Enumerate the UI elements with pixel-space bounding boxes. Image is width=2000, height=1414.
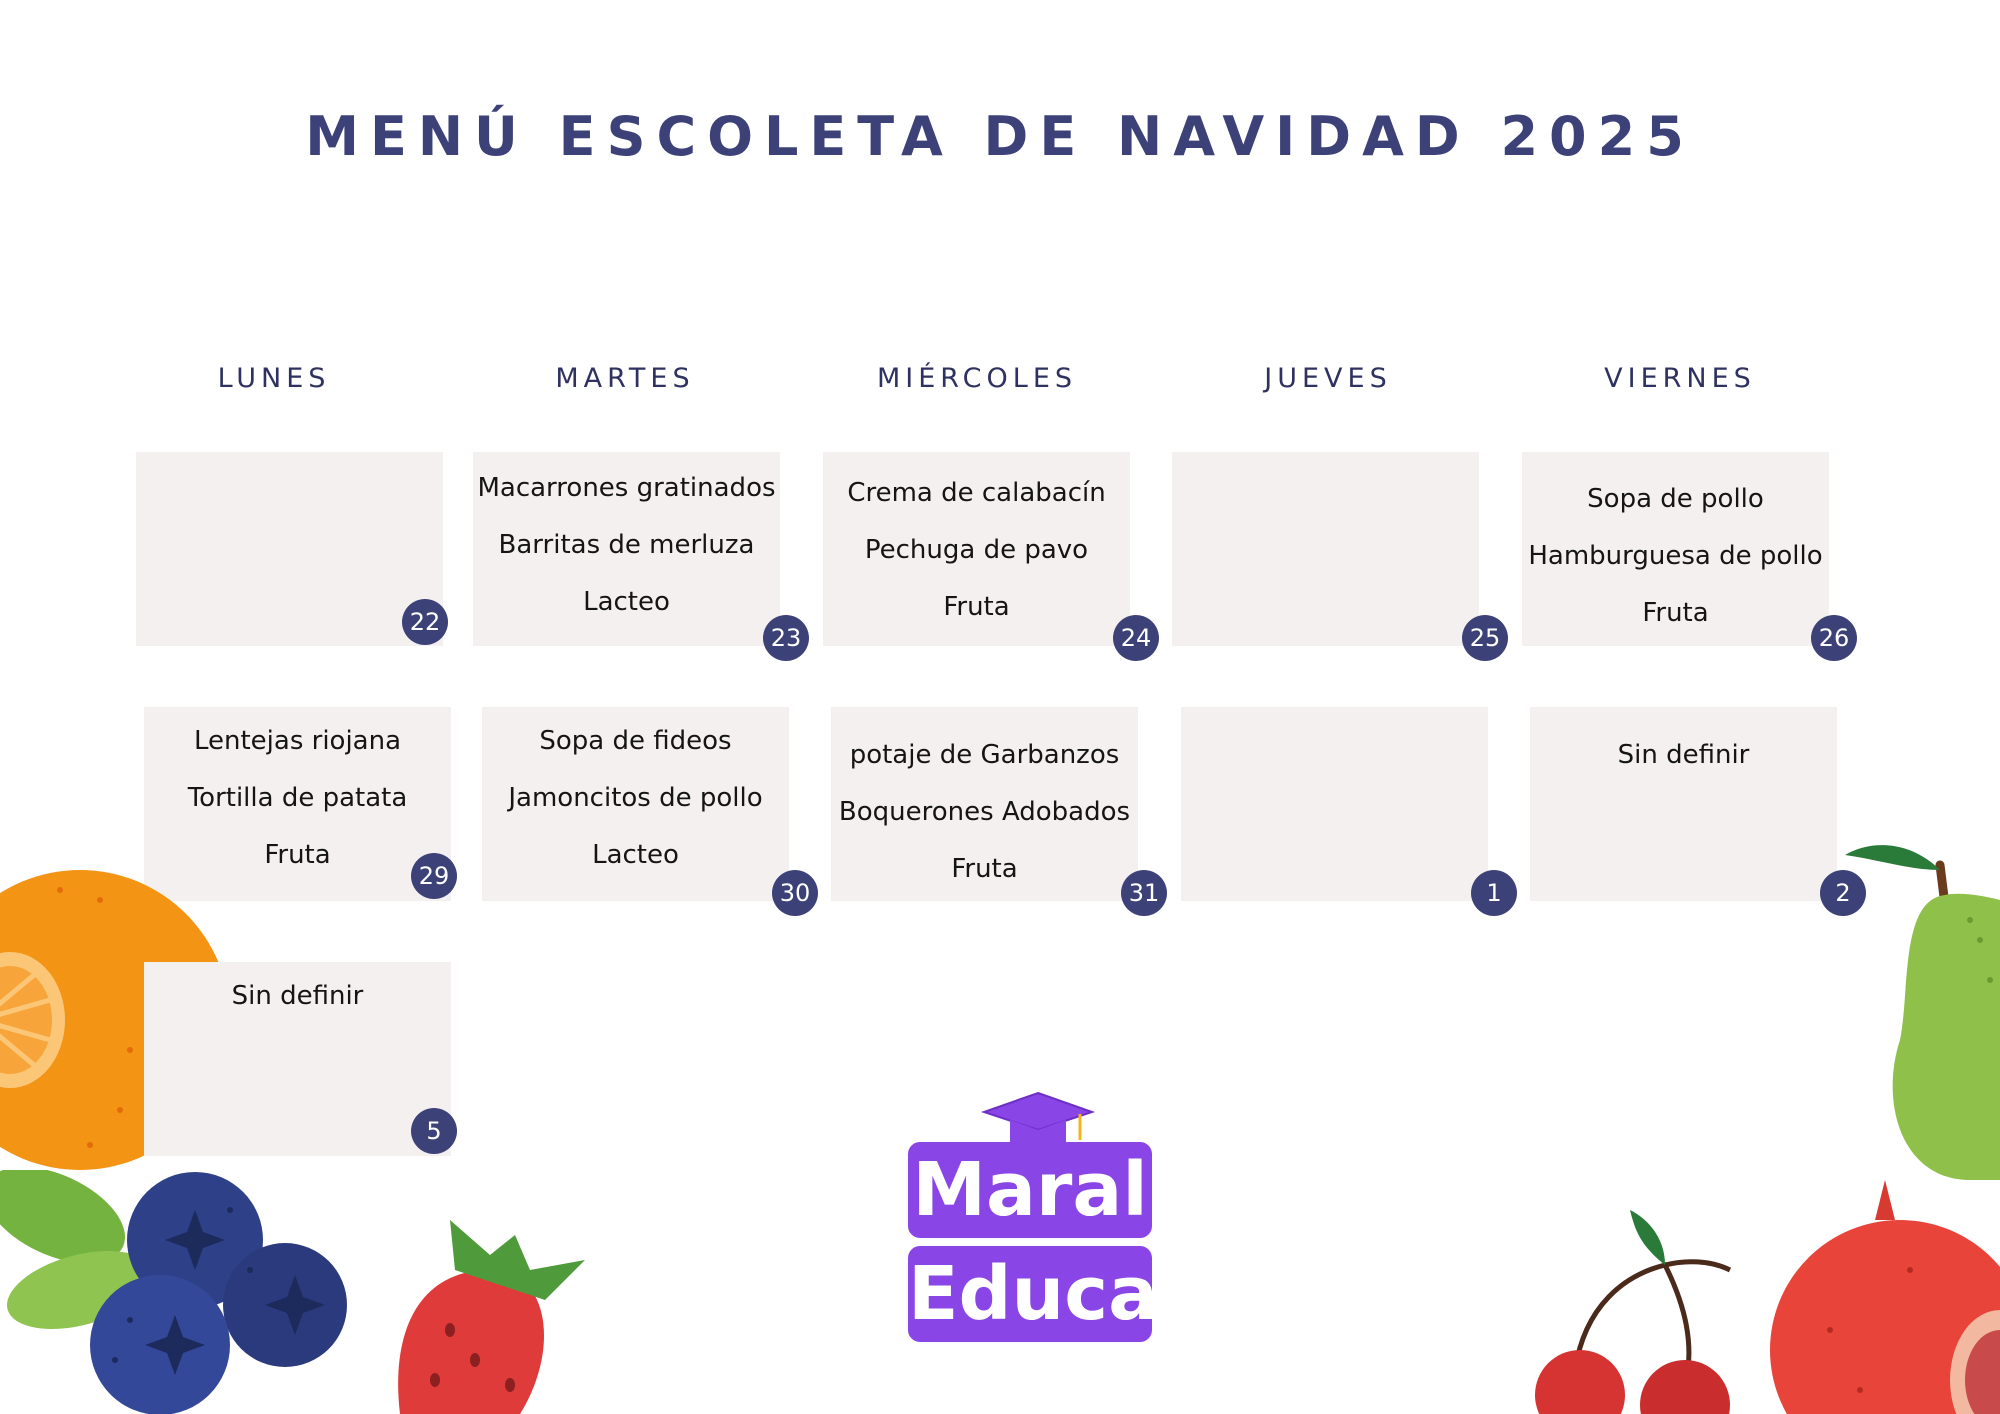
dish-item: Lacteo bbox=[583, 587, 670, 617]
day-number-badge: 5 bbox=[411, 1108, 457, 1154]
day-number-badge: 2 bbox=[1820, 870, 1866, 916]
day-cell-25 bbox=[1172, 452, 1479, 646]
day-number-badge: 24 bbox=[1113, 615, 1159, 661]
dish-item: potaje de Garbanzos bbox=[849, 740, 1120, 770]
pear-icon bbox=[1840, 840, 2000, 1190]
day-cell-23 bbox=[473, 452, 780, 646]
day-cell-31 bbox=[831, 707, 1138, 901]
day-cell-30 bbox=[482, 707, 789, 901]
dish-list bbox=[1530, 727, 1837, 784]
dish-list bbox=[473, 460, 780, 631]
dish-item: Sopa de fideos bbox=[539, 726, 732, 756]
dish-list bbox=[823, 465, 1130, 636]
day-number-badge: 30 bbox=[772, 870, 818, 916]
day-cell-22 bbox=[136, 452, 443, 646]
dish-item: Sopa de pollo bbox=[1587, 484, 1764, 514]
dish-item: Sin definir bbox=[1617, 740, 1750, 770]
day-header-thursday: JUEVES bbox=[1264, 363, 1392, 394]
dish-list bbox=[831, 727, 1138, 898]
day-cell-5 bbox=[144, 962, 451, 1156]
strawberry-icon bbox=[380, 1210, 600, 1414]
day-header-monday: LUNES bbox=[217, 363, 331, 394]
day-cell-24 bbox=[823, 452, 1130, 646]
dish-item: Hamburguesa de pollo bbox=[1528, 541, 1823, 571]
day-header-wednesday: MIÉRCOLES bbox=[876, 363, 1078, 394]
dish-item: Fruta bbox=[1642, 598, 1709, 628]
day-header-tuesday: MARTES bbox=[555, 363, 695, 394]
dish-item: Pechuga de pavo bbox=[864, 535, 1089, 565]
dish-item: Macarrones gratinados bbox=[477, 473, 776, 503]
day-number-badge: 29 bbox=[411, 853, 457, 899]
dish-list bbox=[482, 713, 789, 884]
dish-item: Sin definir bbox=[231, 981, 364, 1011]
logo-line-1: Maral bbox=[908, 1142, 1152, 1238]
day-number-badge: 22 bbox=[402, 599, 448, 645]
day-cell-1 bbox=[1181, 707, 1488, 901]
dish-item: Lacteo bbox=[592, 840, 679, 870]
day-cell-26 bbox=[1522, 452, 1829, 646]
dish-item: Jamoncitos de pollo bbox=[508, 783, 763, 813]
dish-item: Fruta bbox=[951, 854, 1018, 884]
pomegranate-icon bbox=[1770, 1180, 2000, 1414]
day-number-badge: 25 bbox=[1462, 615, 1508, 661]
logo-line-2: Educa bbox=[908, 1246, 1152, 1342]
dish-list bbox=[144, 713, 451, 884]
day-number-badge: 26 bbox=[1811, 615, 1857, 661]
day-number-badge: 1 bbox=[1471, 870, 1517, 916]
maral-educa-logo bbox=[908, 1090, 1159, 1342]
dish-item: Fruta bbox=[264, 840, 331, 870]
dish-item: Lentejas riojana bbox=[193, 726, 402, 756]
day-number-badge: 23 bbox=[763, 615, 809, 661]
dish-item: Boquerones Adobados bbox=[838, 797, 1131, 827]
dish-list bbox=[144, 968, 451, 1025]
day-cell-2 bbox=[1530, 707, 1837, 901]
dish-item: Fruta bbox=[943, 592, 1010, 622]
cherries-icon bbox=[1525, 1205, 1745, 1414]
dish-list bbox=[1522, 471, 1829, 642]
dish-item: Crema de calabacín bbox=[847, 478, 1106, 508]
dish-item: Tortilla de patata bbox=[187, 783, 408, 813]
day-number-badge: 31 bbox=[1121, 870, 1167, 916]
page-title: MENÚ ESCOLETA DE NAVIDAD 2025 bbox=[305, 105, 1695, 168]
dish-item: Barritas de merluza bbox=[498, 530, 755, 560]
day-header-friday: VIERNES bbox=[1604, 363, 1756, 394]
